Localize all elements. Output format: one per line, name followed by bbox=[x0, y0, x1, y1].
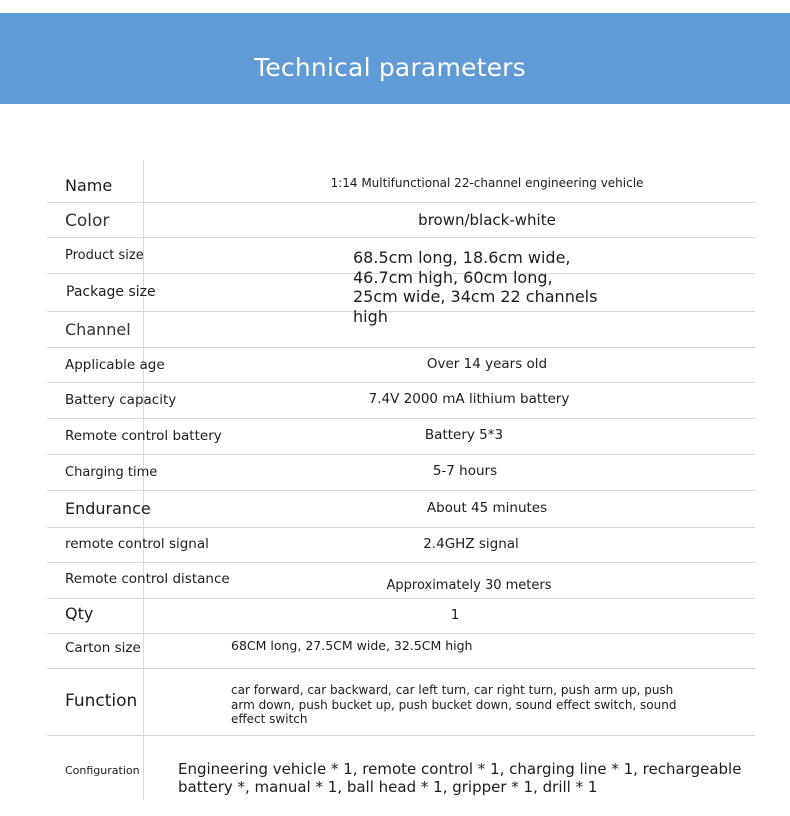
row-value-remote-control-signal: 2.4GHZ signal bbox=[423, 536, 519, 552]
row-value-remote-control-battery: Battery 5*3 bbox=[424, 427, 504, 443]
row-value-name: 1:14 Multifunctional 22-channel engineering vehicle bbox=[330, 176, 644, 190]
page-title: Technical parameters bbox=[254, 53, 526, 82]
row-value-battery-capacity: 7.4V 2000 mA lithium battery bbox=[368, 391, 570, 407]
row-divider bbox=[47, 202, 755, 203]
row-value-color: brown/black-white bbox=[418, 211, 556, 229]
header-banner bbox=[0, 13, 790, 104]
row-divider bbox=[47, 347, 755, 348]
row-divider bbox=[47, 454, 755, 455]
row-value-configuration: Engineering vehicle * 1, remote control * 1, charging line * 1, rechargeable battery *, manual * 1, ball head * 1, gripper * 1, drill * 1 bbox=[178, 760, 742, 796]
row-value-endurance: About 45 minutes bbox=[426, 500, 548, 516]
row-divider bbox=[47, 527, 755, 528]
row-label-function: Function bbox=[65, 691, 138, 711]
row-divider bbox=[47, 418, 755, 419]
row-divider bbox=[47, 735, 755, 736]
row-label-qty: Qty bbox=[65, 604, 94, 623]
row-label-package-size: Package size bbox=[66, 284, 156, 300]
row-divider bbox=[47, 668, 755, 669]
row-value-remote-control-distance: Approximately 30 meters bbox=[386, 578, 552, 593]
row-label-name: Name bbox=[65, 176, 113, 195]
row-label-remote-control-signal: remote control signal bbox=[65, 536, 209, 552]
row-label-product-size: Product size bbox=[65, 248, 144, 263]
merged-value-size-channel: 68.5cm long, 18.6cm wide, 46.7cm high, 60cm long, 25cm wide, 34cm 22 channels high bbox=[353, 248, 598, 326]
row-label-endurance: Endurance bbox=[65, 499, 151, 518]
row-divider bbox=[47, 237, 755, 238]
row-label-applicable-age: Applicable age bbox=[65, 357, 165, 373]
row-value-carton-size: 68CM long, 27.5CM wide, 32.5CM high bbox=[231, 638, 473, 653]
row-label-configuration: Configuration bbox=[65, 764, 140, 777]
row-label-channel: Channel bbox=[65, 320, 131, 339]
row-divider bbox=[47, 633, 755, 634]
row-value-applicable-age: Over 14 years old bbox=[426, 356, 548, 372]
row-value-qty: 1 bbox=[450, 607, 460, 623]
row-label-charging-time: Charging time bbox=[65, 465, 158, 480]
row-label-carton-size: Carton size bbox=[65, 640, 141, 656]
row-divider bbox=[47, 562, 755, 563]
row-label-remote-control-battery: Remote control battery bbox=[65, 428, 222, 444]
row-divider bbox=[47, 382, 755, 383]
row-divider bbox=[47, 598, 755, 599]
row-label-color: Color bbox=[65, 211, 110, 231]
row-label-remote-control-distance: Remote control distance bbox=[65, 571, 230, 587]
row-divider bbox=[47, 490, 755, 491]
row-label-battery-capacity: Battery capacity bbox=[65, 392, 177, 408]
row-value-charging-time: 5-7 hours bbox=[432, 463, 498, 479]
row-value-function: car forward, car backward, car left turn, car right turn, push arm up, push arm down, push bucket up, push bucket down, sound effect switch, sound effect switch bbox=[231, 683, 677, 726]
parameters-table bbox=[47, 160, 755, 800]
